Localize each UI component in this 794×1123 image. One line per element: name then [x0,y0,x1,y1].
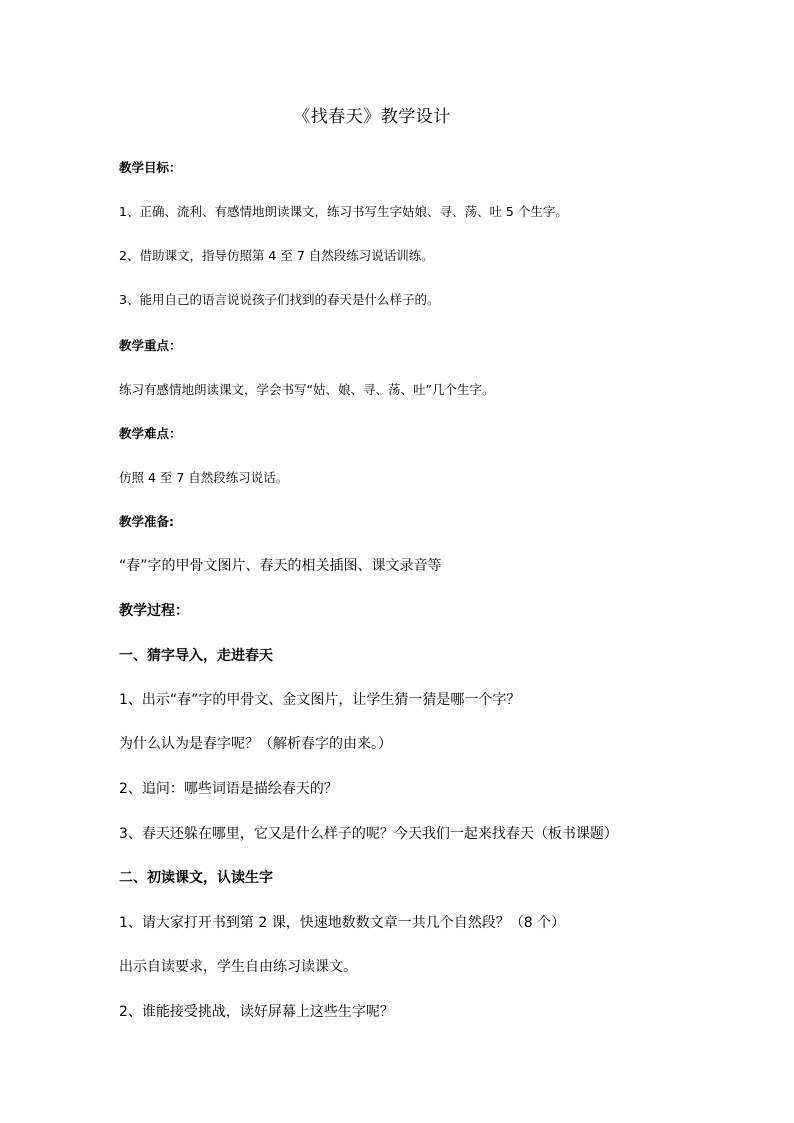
paragraph: 2、谁能接受挑战，读好屏幕上这些生字呢？ [119,1004,394,1020]
paragraph: 3、春天还躲在哪里，它又是什么样子的呢？今天我们一起来找春天（板书课题） [119,826,618,842]
paragraph: 出示自读要求，学生自由练习读课文。 [119,959,357,975]
paragraph: 1、出示“春”字的甲骨文、金文图片，让学生猜一猜是哪一个字？ [119,692,521,708]
paragraph: 练习有感情地朗读课文，学会书写“姑、娘、寻、荡、吐”几个生字。 [119,382,495,397]
document-title: 《找春天》教学设计 [293,107,451,127]
paragraph: 3、能用自己的语言说说孩子们找到的春天是什么样子的。 [119,292,440,307]
section-heading-process: 教学过程： [119,603,189,619]
section-heading-key-points: 教学重点： [119,338,182,353]
paragraph: 1、正确、流利、有感情地朗读课文，练习书写生字姑娘、寻、荡、吐 5 个生字。 [119,204,568,219]
section-heading-objectives: 教学目标： [119,160,182,175]
paragraph: 仿照 4 至 7 自然段练习说话。 [119,470,289,485]
section-heading-difficulties: 教学难点： [119,426,182,441]
paragraph: 2、追问：哪些词语是描绘春天的？ [119,781,338,797]
subsection-heading-two: 二、初读课文，认读生字 [119,870,273,886]
paragraph: 1、请大家打开书到第 2 课，快速地数数文章一共几个自然段？（8 个） [119,915,566,931]
paragraph: 为什么认为是春字呢？（解析春字的由来。） [119,736,392,752]
section-heading-preparation: 教学准备: [119,514,174,529]
subsection-heading-one: 一、猜字导入，走进春天 [119,648,273,664]
paragraph: 2、借助课文，指导仿照第 4 至 7 自然段练习说话训练。 [119,248,434,263]
paragraph: “春”字的甲骨文图片、春天的相关插图、课文录音等 [119,558,442,574]
